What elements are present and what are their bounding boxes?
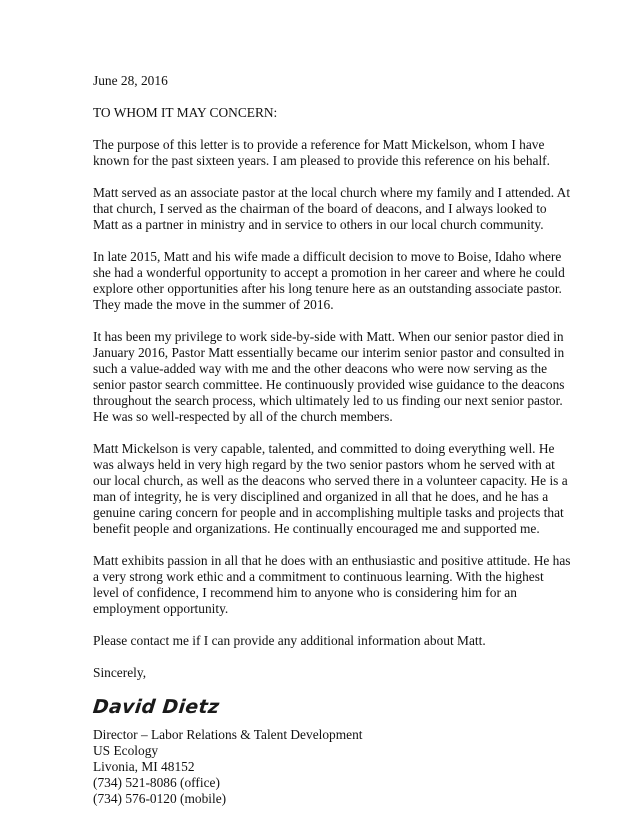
letter-paragraph-7: Please contact me if I can provide any additional information about Matt. xyxy=(93,633,486,648)
signer-title: Director – Labor Relations & Talent Development xyxy=(93,727,363,742)
signature-name: David Dietz xyxy=(91,696,221,718)
letter-paragraph-2: Matt served as an associate pastor at the local church where my family and I attended. At that church, I served as the chairman of the board of deacons, and I always looked to Matt as a partner in ministry and in service to others in our local church community. xyxy=(93,185,571,232)
letter-paragraph-3: In late 2015, Matt and his wife made a difficult decision to move to Boise, Idaho where she had a wonderful opportunity to accept a promotion in her career and where he could explore other opportunities after his long tenure here as an outstanding associate pastor. They made the move in the summer of 2016. xyxy=(93,249,565,312)
signer-mobile-phone: (734) 576-0120 (mobile) xyxy=(93,791,227,806)
letter-paragraph-5: Matt Mickelson is very capable, talented, and committed to doing everything well. He was always held in very high regard by the two senior pastors whom he served with at our local church, as well as the deacons who served there in a volunteer capacity. He is a man of integrity, he is very disciplined and organized in all that he does, and he has a genuine caring concern for people and in accomplishing multiple tasks and projects that benefit people and organizations. He continually encouraged me and supported me. xyxy=(93,441,568,536)
letter-salutation: TO WHOM IT MAY CONCERN: xyxy=(93,105,278,120)
signer-company: US Ecology xyxy=(93,743,159,758)
letter-paragraph-1: The purpose of this letter is to provide a reference for Matt Mickelson, whom I have known for the past sixteen years. I am pleased to provide this reference on his behalf. xyxy=(93,137,550,168)
letter-closing: Sincerely, xyxy=(93,665,147,680)
signature xyxy=(91,683,573,718)
letter-date: June 28, 2016 xyxy=(93,73,168,88)
signer-address: Livonia, MI 48152 xyxy=(93,759,195,774)
letter-paragraph-4: It has been my privilege to work side-by-side with Matt. When our senior pastor died in January 2016, Pastor Matt essentially became our interim senior pastor and consulted in such a value-added way with me and the other deacons who were now serving as the senior pastor search committee. He continuously provided wise guidance to the deacons throughout the search process, which ultimately led to us finding our next senior pastor. He was so well-respected by all of the church members. xyxy=(93,329,565,424)
signer-office-phone: (734) 521-8086 (office) xyxy=(93,775,220,790)
letter-paragraph-6: Matt exhibits passion in all that he does with an enthusiastic and positive attitude. He has a very strong work ethic and a commitment to continuous learning. With the highest level of confidence, I recommend him to anyone who is considering him for an employment opportunity. xyxy=(93,553,571,616)
letter-page xyxy=(93,73,573,807)
signature-block xyxy=(93,727,573,807)
